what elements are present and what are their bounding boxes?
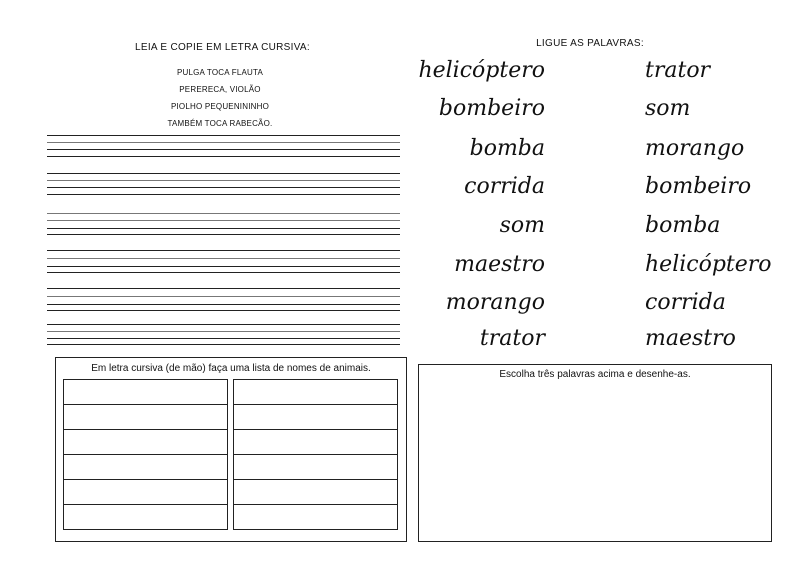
animals-box-title: Em letra cursiva (de mão) faça uma lista de nomes de animais. bbox=[91, 363, 371, 374]
write-cell[interactable] bbox=[234, 430, 397, 455]
write-cell[interactable] bbox=[64, 405, 227, 430]
poem-line: PERERECA, VIOLÃO bbox=[179, 85, 261, 94]
drawing-box-title: Escolha três palavras acima e desenhe-as. bbox=[499, 369, 691, 380]
right-word: bombeiro bbox=[645, 174, 752, 199]
write-cell[interactable] bbox=[64, 380, 227, 405]
poem-line: PULGA TOCA FLAUTA bbox=[176, 68, 264, 77]
copy-section-title: LEIA E COPIE EM LETRA CURSIVA: bbox=[135, 42, 310, 53]
left-word: helicóptero bbox=[418, 58, 545, 83]
left-word: maestro bbox=[454, 252, 545, 277]
write-cell[interactable] bbox=[234, 380, 397, 405]
right-word: som bbox=[645, 96, 691, 121]
left-word: bomba bbox=[469, 136, 545, 161]
animals-list-column-right bbox=[233, 379, 398, 530]
right-word: trator bbox=[645, 58, 711, 83]
left-word: trator bbox=[479, 326, 545, 351]
left-word: som bbox=[499, 213, 545, 238]
poem-line: PIOLHO PEQUENININHO bbox=[170, 102, 270, 111]
write-cell[interactable] bbox=[64, 430, 227, 455]
write-cell[interactable] bbox=[234, 505, 397, 529]
left-word: morango bbox=[445, 290, 545, 315]
drawing-box[interactable] bbox=[418, 364, 772, 542]
write-cell[interactable] bbox=[234, 455, 397, 480]
write-cell[interactable] bbox=[64, 505, 227, 529]
poem-line: TAMBÉM TOCA RABECÃO. bbox=[167, 119, 273, 128]
right-word: helicóptero bbox=[645, 252, 772, 277]
right-word: morango bbox=[645, 136, 745, 161]
ruled-writing-lines bbox=[47, 130, 400, 345]
write-cell[interactable] bbox=[234, 480, 397, 505]
left-word: corrida bbox=[464, 174, 545, 199]
write-cell[interactable] bbox=[64, 480, 227, 505]
write-cell[interactable] bbox=[64, 455, 227, 480]
match-section-title: LIGUE AS PALAVRAS: bbox=[536, 38, 644, 49]
right-word: bomba bbox=[645, 213, 721, 238]
right-word: corrida bbox=[645, 290, 726, 315]
right-word: maestro bbox=[645, 326, 736, 351]
left-word: bombeiro bbox=[438, 96, 545, 121]
write-cell[interactable] bbox=[234, 405, 397, 430]
animals-list-column-left bbox=[63, 379, 228, 530]
poem bbox=[120, 64, 320, 132]
